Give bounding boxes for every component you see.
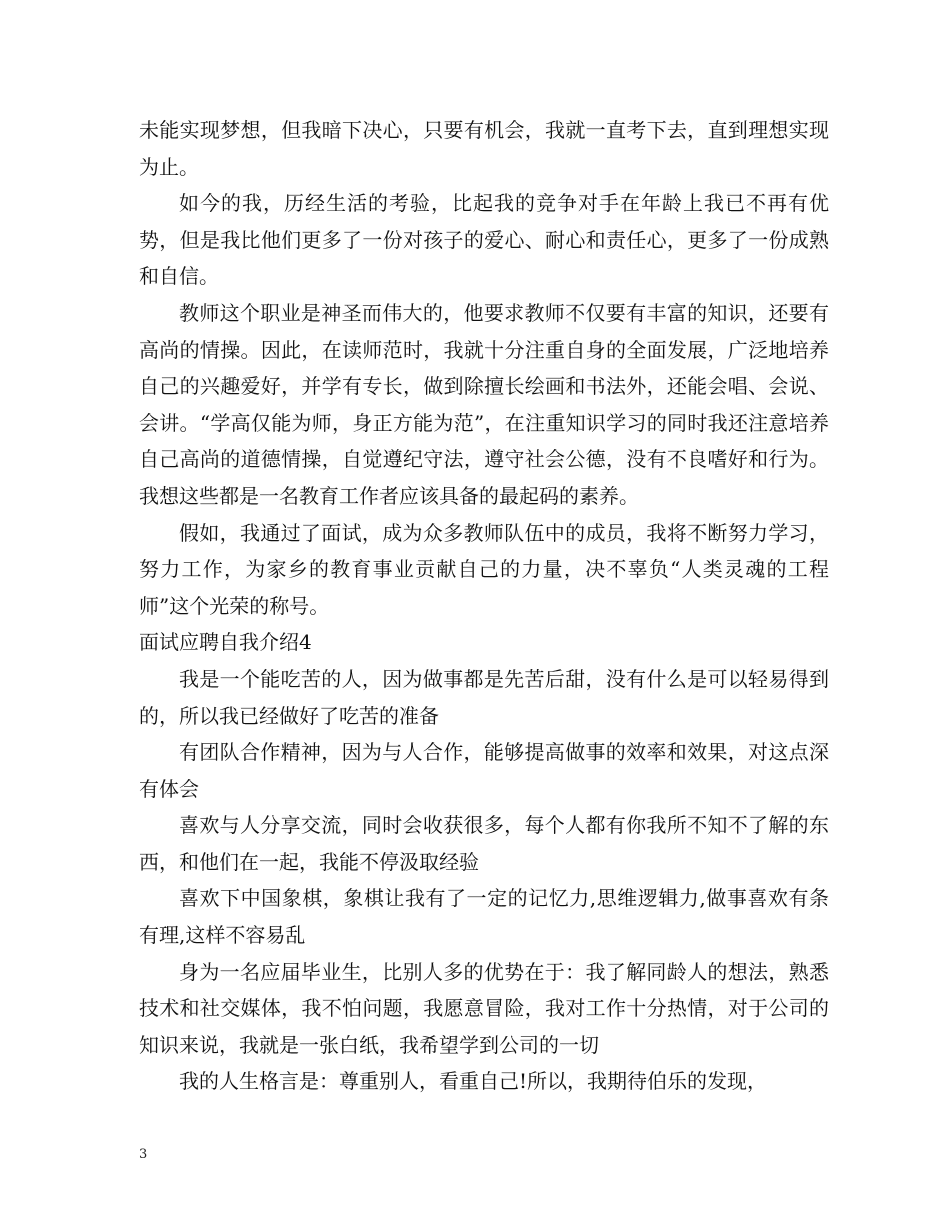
- section-heading: 面试应聘自我介绍4: [139, 630, 312, 655]
- paragraph: 教师这个职业是神圣而伟大的，他要求教师不仅要有丰富的知识，还要有高尚的情操。因此，在读师范时，我就十分注重自身的全面发展，广泛地培养自己的兴趣爱好，并学有专长，做到除擅长绘画和书法外，还能会唱、会说、会讲。“学高仅能为师，身正方能为范”，在注重知识学习的同时我还注意培养自己高尚的道德情操，自觉遵纪守法，遵守社会公德，没有不良嗜好和行为。我想这些都是一名教育工作者应该具备的最起码的素养。: [139, 300, 829, 508]
- paragraph-continued: 未能实现梦想，但我暗下决心，只要有机会，我就一直考下去，直到理想实现为止。: [139, 118, 829, 179]
- paragraph: 我的人生格言是：尊重别人，看重自己!所以，我期待伯乐的发现，: [179, 1069, 768, 1094]
- paragraph: 喜欢下中国象棋，象棋让我有了一定的记忆力,思维逻辑力,做事喜欢有条有理,这样不容易乱: [139, 886, 829, 948]
- paragraph: 身为一名应届毕业生，比别人多的优势在于：我了解同龄人的想法，熟悉技术和社交媒体，我不怕问题，我愿意冒险，我对工作十分热情，对于公司的知识来说，我就是一张白纸，我希望学到公司的一切: [139, 959, 829, 1057]
- paragraph: 有团队合作精神，因为与人合作，能够提高做事的效率和效果，对这点深有体会: [139, 740, 829, 801]
- paragraph: 我是一个能吃苦的人，因为做事都是先苦后甜，没有什么是可以轻易得到的，所以我已经做好了吃苦的准备: [139, 666, 829, 728]
- paragraph: 喜欢与人分享交流，同时会收获很多，每个人都有你我所不知不了解的东西，和他们在一起，我能不停汲取经验: [139, 813, 829, 874]
- page-number: 3: [139, 1147, 148, 1162]
- paragraph: 如今的我，历经生活的考验，比起我的竞争对手在年龄上我已不再有优势，但是我比他们更多了一份对孩子的爱心、耐心和责任心，更多了一份成熟和自信。: [139, 191, 829, 289]
- paragraph: 假如，我通过了面试，成为众多教师队伍中的成员，我将不断努力学习，努力工作，为家乡的教育事业贡献自己的力量，决不辜负“人类灵魂的工程师”这个光荣的称号。: [139, 520, 829, 618]
- document-body: [139, 112, 829, 1100]
